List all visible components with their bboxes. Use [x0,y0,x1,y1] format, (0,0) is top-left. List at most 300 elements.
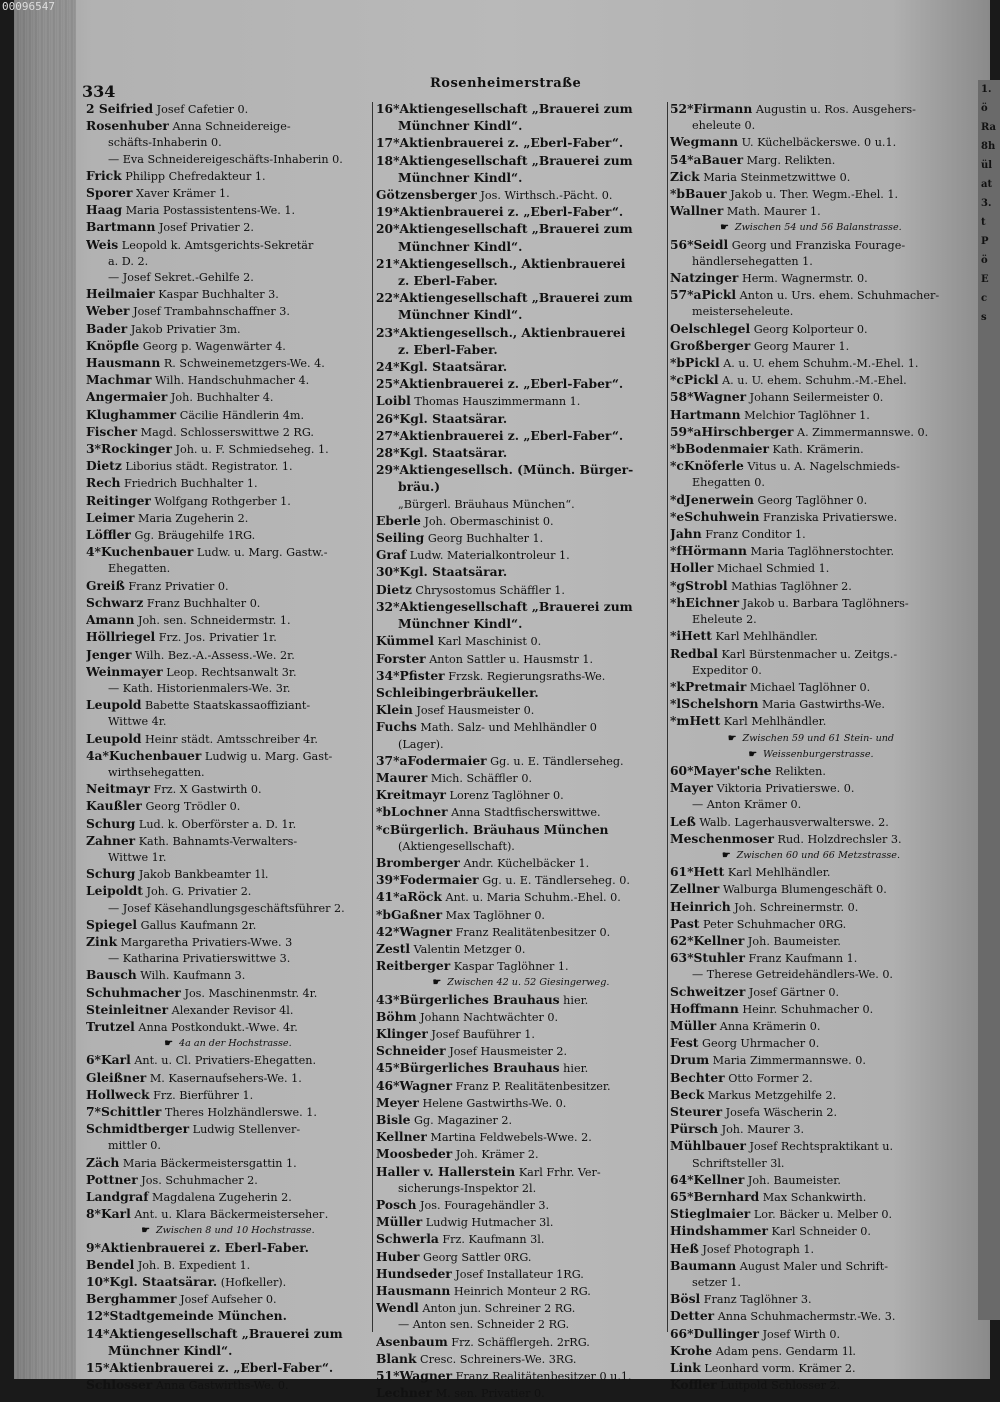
directory-entry [670,1138,952,1155]
strip-fragment: ö [981,103,988,114]
street-marker [670,220,952,236]
resident-name: Münchner Kindl“. [398,616,523,632]
entry-details: mittler 0. [108,1139,161,1153]
directory-entry [670,1001,952,1018]
directory-entry [670,424,952,441]
resident-name: 41*aRöck [376,889,442,905]
resident-name: 19*Aktienbrauerei z. „Eberl-Faber“. [376,204,624,220]
entry-details: hier. [559,993,589,1007]
resident-name: Münchner Kindl“. [398,238,523,254]
resident-name: 66*Dullinger [670,1325,760,1341]
entry-details: Maria Bäckermeistersgattin 1. [119,1156,297,1170]
directory-entry [376,1129,666,1146]
entry-details: Math. Salz- und Mehlhändler 0 [416,721,597,735]
resident-name: Fest [670,1035,699,1051]
entry-details: Cresc. Schreiners-We. 3RG. [416,1352,577,1366]
directory-entry [376,1060,666,1077]
directory-entry [376,1266,666,1283]
pointing-hand-icon: ☛ [141,1225,150,1237]
directory-entry [86,355,370,372]
entry-details: Georg Taglöhner 0. [753,493,868,507]
directory-entry [376,1249,666,1266]
resident-name: Schwerla [376,1231,439,1247]
directory-entry [670,1156,952,1172]
resident-name: Münchner Kindl“. [398,169,523,185]
resident-name: Großberger [670,337,751,353]
entry-details: Anna Krämerin 0. [716,1019,821,1033]
entry-details: Jakob Bankbeamter 1l. [135,868,269,882]
directory-entry [376,616,666,633]
directory-entry [86,883,370,900]
resident-name: Haag [86,202,123,218]
entry-details: 4a an der Hochstrasse. [178,1038,292,1050]
entry-details: Josef Aufseher 0. [176,1293,277,1307]
directory-entry [670,814,952,831]
resident-name: Wendl [376,1300,419,1316]
resident-name: Hollweck [86,1086,150,1102]
resident-name: *cKnöferle [670,458,744,474]
entry-details: — Josef Sekret.-Gehilfe 2. [108,271,254,285]
resident-name: Gleißner [86,1069,147,1085]
entry-details: Martina Feldwebels-Wwe. 2. [426,1131,592,1145]
entry-details: Leop. Rechtsanwalt 3r. [162,665,297,679]
entry-details: Karl Maschinist 0. [433,635,542,649]
directory-entry [86,647,370,664]
entry-details: Joh. sen. Schneidermstr. 1. [134,614,291,628]
entry-details: Josefa Wäscherin 2. [722,1105,838,1119]
directory-entry [376,376,666,393]
resident-name: Drum [670,1052,710,1068]
entry-details: Franz Privatier 0. [124,579,229,593]
resident-name: Natzinger [670,270,739,286]
entry-details: Josef Privatier 2. [155,221,254,235]
directory-entry [670,1241,952,1258]
entry-details: A. u. U. ehem. Schuhm.-M.-Ehel. [718,374,907,388]
directory-entry [86,1360,370,1377]
entry-details: Maria Taglöhnerstochter. [746,545,895,559]
entry-details: Chrysostomus Schäffler 1. [411,583,565,597]
resident-name: 29*Aktiengesellsch. (Münch. Bürger- [376,462,634,478]
resident-name: Mayer [670,780,714,796]
directory-entry [86,407,370,424]
directory-entry [670,663,952,679]
entry-details: Franz Kaufmann 1. [744,952,858,966]
entry-details: Georg p. Wagenwärter 4. [139,339,286,353]
resident-name: 28*Kgl. Staatsärar. [376,445,508,461]
directory-entry [86,389,370,406]
entry-details: Georg Uhrmacher 0. [698,1037,820,1051]
entry-details: Kath. Krämerin. [768,443,864,457]
street-marker [670,731,952,747]
resident-name: 45*Bürgerliches Brauhaus [376,1060,560,1076]
directory-entry [376,462,666,479]
resident-name: Forster [376,650,426,666]
entry-details: Maria Gastwirths-We. [758,698,885,712]
directory-entry [376,872,666,889]
directory-entry [376,599,666,616]
directory-entry [86,697,370,714]
entry-details: Joh. Maurer 3. [718,1123,805,1137]
column-3 [670,101,952,1394]
resident-name: 37*aFodermaier [376,752,487,768]
entry-details: Franz Realitätenbesitzer 0. [452,925,611,939]
directory-entry [376,1078,666,1095]
resident-name: 4a*Kuchenbauer [86,747,202,763]
resident-name: 51*Wagner [376,1368,453,1384]
entry-details: Kaspar Buchhalter 3. [154,288,279,302]
entry-details: Josef Installateur 1RG. [451,1267,584,1281]
directory-entry [376,547,666,564]
resident-name: Zick [670,168,700,184]
resident-name: 17*Aktienbrauerei z. „Eberl-Faber“. [376,135,624,151]
directory-entry [670,389,952,406]
directory-entry [86,917,370,934]
entry-details: Max Taglöhner 0. [442,908,545,922]
resident-name: Klughammer [86,406,177,422]
entry-details: Michael Schmied 1. [713,562,830,576]
resident-name: Loibl [376,393,411,409]
entry-details: Joh. G. Privatier 2. [142,885,252,899]
entry-details: Joh. Buchhalter 4. [167,391,274,405]
entry-details: Joh. Schreinermstr. 0. [730,900,859,914]
resident-name: Heilmaier [86,286,155,302]
strip-fragment: ül [981,160,993,171]
resident-name: Trutzel [86,1018,135,1034]
resident-name: Jahn [670,526,702,542]
entry-details: Ant. u. Klara Bäckermeistersehег. [130,1208,329,1222]
directory-entry [670,595,952,612]
directory-entry [670,763,952,780]
entry-details: — Anton sen. Schneider 2 RG. [398,1318,570,1332]
resident-name: Schurg [86,815,136,831]
resident-name: Weber [86,303,130,319]
directory-entry [670,1121,952,1138]
directory-entry [376,221,666,238]
directory-entry [376,855,666,872]
scan-id: 00096547 [2,0,55,13]
directory-entry [670,1308,952,1325]
entry-details: Math. Maurer 1. [723,205,821,219]
directory-entry [86,544,370,561]
entry-details: Maria Steinmetzwittwe 0. [699,170,851,184]
resident-name: Hindshammer [670,1223,768,1239]
resident-name: Frick [86,167,122,183]
entry-details: Joh. B. Expedient 1. [134,1258,251,1272]
directory-entry [376,668,666,685]
entry-details: Karl Mehlhändler. [711,630,818,644]
resident-name: Pottner [86,1171,138,1187]
resident-name: Müller [670,1017,717,1033]
resident-name: 4*Kuchenbauer [86,544,194,560]
resident-name: Hausmann [376,1283,451,1299]
entry-details: Mathias Taglöhner 2. [727,579,852,593]
resident-name: 16*Aktiengesellschaft „Brauerei zum [376,101,633,116]
resident-name: Wegmann [670,134,739,150]
entry-details: a. D. 2. [108,254,149,268]
entry-details: — Eva Schneidereigeschäfts-Inhaberin 0. [108,152,343,166]
entry-details: — Kath. Historienmalers-We. 3r. [108,681,291,695]
directory-entry [670,321,952,338]
resident-name: Zestl [376,940,411,956]
directory-entry [670,1087,952,1104]
directory-entry [376,804,666,821]
resident-name: 15*Aktienbrauerei z. „Eberl-Faber“. [86,1360,334,1376]
entry-details: Ant. u. Maria Schuhm.-Ehel. 0. [441,891,621,905]
resident-name: *iHett [670,628,712,644]
entry-details: Jos. Schuhmacher 2. [137,1173,258,1187]
directory-entry [376,1283,666,1300]
resident-name: Rech [86,475,121,491]
entry-details: Franziska Privatierswe. [759,510,898,524]
entry-details: — Katharina Privatierswittwe 3. [108,952,291,966]
entry-details: Georg Buchhalter 1. [424,532,544,546]
entry-details: Thomas Hauszimmermann 1. [410,395,581,409]
entry-details: Wilh. Handschuhmacher 4. [151,374,310,388]
resident-name: Kümmel [376,633,434,649]
entry-details: Gallus Kaufmann 2r. [137,918,257,932]
entry-details: Vitus u. A. Nagelschmieds- [743,460,900,474]
directory-entry [86,510,370,527]
entry-details: R. Schweinemetzgers-We. 4. [160,357,325,371]
resident-name: Link [670,1360,701,1376]
directory-entry [376,907,666,924]
directory-entry [670,287,952,304]
resident-name: Bausch [86,967,137,983]
entry-details: Babette Staatskassaoffiziant- [141,699,311,713]
resident-name: Fischer [86,423,138,439]
directory-entry [670,169,952,186]
directory-entry [376,256,666,273]
entry-details: Jos. Wirthsch.-Pächt. 0. [476,189,613,203]
entry-details: Wolfgang Rothgerber 1. [150,494,291,508]
directory-entry [86,270,370,286]
directory-entry [86,561,370,577]
directory-entry [86,714,370,730]
resident-name: Leß [670,813,696,829]
directory-entry [86,1121,370,1138]
entry-details: Josef Wirth 0. [759,1327,841,1341]
directory-entry [86,286,370,303]
resident-name: Schurg [86,866,136,882]
entry-details: Georg Kolporteur 0. [750,322,868,336]
resident-name: Böhm [376,1008,417,1024]
directory-entry [376,1095,666,1112]
directory-entry [86,629,370,646]
directory-entry [86,321,370,338]
directory-entry [670,372,952,389]
directory-entry [86,1138,370,1154]
resident-name: Schneider [376,1043,446,1059]
directory-entry [670,1223,952,1240]
resident-name: 25*Aktienbrauerei z. „Eberl-Faber“. [376,376,624,392]
entry-details: Josef Cafetier 0. [153,103,249,116]
entry-details: Leonhard vorm. Krämer 2. [700,1362,856,1376]
directory-entry [670,646,952,663]
column-2 [376,101,666,1402]
entry-details: Frz. Kaufmann 3l. [438,1233,545,1247]
entry-details: Magd. Schlosserswittwe 2 RG. [137,425,314,439]
directory-entry [670,441,952,458]
resident-name: 20*Aktiengesellschaft „Brauerei zum [376,221,633,237]
directory-entry [86,781,370,798]
resident-name: 9*Aktienbrauerei z. Eberl-Faber. [86,1239,309,1255]
strip-fragment: at [981,179,993,190]
resident-name: 24*Kgl. Staatsärar. [376,359,508,375]
directory-entry [376,564,666,581]
directory-entry [376,307,666,324]
entry-details: Rud. Holzdrechsler 3. [774,832,902,846]
entry-details: Ludwig Stellenver- [189,1123,301,1137]
entry-details: Maria Zimmermannswe. 0. [709,1054,866,1068]
directory-entry [670,1172,952,1189]
resident-name: Leupold [86,730,142,746]
directory-entry [376,393,666,410]
resident-name: Schwarz [86,594,144,610]
directory-entry [376,1164,666,1181]
resident-name: Bromberger [376,854,460,870]
resident-name: Pürsch [670,1121,719,1137]
directory-entry [670,407,952,424]
resident-name: *bPickl [670,355,720,371]
entry-details: Xaver Krämer 1. [132,187,230,201]
entry-details: meisterseheleute. [692,305,794,319]
entry-details: Gg. u. E. Tändlerseheg. [486,754,624,768]
entry-details: Wittwe 4r. [108,715,167,729]
directory-entry [376,1334,666,1351]
directory-entry [376,992,666,1009]
entry-details: Anna Gastwirths-We. 0. [152,1379,289,1393]
resident-name: 7*Schittler [86,1103,162,1119]
directory-entry [86,152,370,168]
directory-entry [86,202,370,219]
directory-entry [86,493,370,510]
resident-name: 2 Seifried [86,101,154,116]
directory-entry [376,1214,666,1231]
entry-details: Karl Bürstenmacher u. Zeitgs.- [717,647,898,661]
directory-entry [670,1052,952,1069]
resident-name: Schmidtberger [86,1121,190,1137]
resident-name: *hEichner [670,594,740,610]
directory-entry [670,696,952,713]
street-marker [670,747,952,763]
pointing-hand-icon: ☛ [727,732,737,744]
directory-entry [86,135,370,151]
entry-details: Ludwig u. Marg. Gast- [201,749,333,763]
entry-details: M. sen. Privatier 0. [432,1387,545,1401]
resident-name: 59*aHirschberger [670,423,794,439]
entry-details: Joh. Obermaschinist 0. [420,514,554,528]
resident-name: Amann [86,612,135,628]
entry-details: Melchior Taglöhner 1. [740,408,870,422]
directory-entry [86,303,370,320]
directory-entry [670,152,952,169]
resident-name: Zink [86,933,118,949]
directory-entry [376,239,666,256]
directory-entry [86,1019,370,1036]
directory-entry [376,1043,666,1060]
entry-details: Walburga Blumengeschäft 0. [719,883,887,897]
directory-entry [670,355,952,372]
resident-name: Klein [376,702,413,718]
entry-details: Josef Hausmeister 2. [445,1045,568,1059]
resident-name: Münchner Kindl“. [398,118,523,134]
resident-name: bräu.) [398,479,441,495]
entry-details: Franz Realitätenbesitzer 0 u.1. [452,1370,632,1384]
entry-details: Jakob u. Ther. Wegm.-Ehel. 1. [726,188,899,202]
entry-details: Wilh. Bez.-A.-Assess.-We. 2r. [131,648,295,662]
entry-details: Josef Gärtner 0. [745,985,840,999]
directory-entry [86,118,370,135]
directory-entry [376,135,666,152]
resident-name: Schuhmacher [86,984,181,1000]
entry-details: Andr. Küchelbäcker 1. [459,856,590,870]
entry-details: Karl Schneider 0. [768,1225,871,1239]
entry-details: Joh. u. F. Schmiedseheg. 1. [171,443,329,457]
resident-name: Eberle [376,512,421,528]
directory-entry [670,509,952,526]
entry-details: Jos. Maschinenmstr. 4r. [180,986,318,1000]
entry-details: Jakob u. Barbara Taglöhners- [739,596,909,610]
resident-name: Angermaier [86,389,168,405]
entry-details: Franz Buchhalter 0. [143,596,261,610]
resident-name: 42*Wagner [376,923,453,939]
directory-entry [670,1189,952,1206]
resident-name: 26*Kgl. Staatsärar. [376,410,508,426]
directory-entry [670,831,952,848]
strip-fragment: P [981,236,989,247]
resident-name: *bLochner [376,804,448,820]
resident-name: *bGaßner [376,906,443,922]
entry-details: Gg. u. E. Tändlerseheg. 0. [478,874,630,888]
entry-details: (Lager). [398,737,444,751]
entry-details: Herm. Wagnermstr. 0. [738,272,868,286]
entry-details: A. Zimmermannswe. 0. [793,425,929,439]
directory-entry [86,681,370,697]
directory-entry [670,338,952,355]
resident-name: 63*Stuhler [670,950,745,966]
resident-name: 57*aPickl [670,287,737,303]
directory-entry [670,475,952,491]
directory-entry [376,941,666,958]
directory-entry [376,822,666,839]
directory-entry [670,679,952,696]
resident-name: Seiling [376,530,425,546]
resident-name: Dietz [86,458,122,474]
entry-details: Magdalena Zugeherin 2. [148,1191,292,1204]
directory-entry [376,958,666,975]
entry-details: Walb. Lagerhausverwalterswe. 2. [695,815,889,829]
directory-entry [376,1197,666,1214]
entry-details: Luitpold Schlosser 2. [716,1379,841,1393]
directory-entry [670,1018,952,1035]
directory-entry [670,492,952,509]
strip-fragment: 3. [981,198,992,209]
entry-details: M. Kasernaufsehers-We. 1. [146,1071,302,1085]
directory-entry [376,924,666,941]
entry-details: Maria Zugeherin 2. [134,511,249,525]
resident-name: Oelschlegel [670,320,751,336]
resident-name: Krohe [670,1342,713,1358]
resident-name: Machmar [86,372,152,388]
directory-entry [376,889,666,906]
entry-details: Kath. Bahnamts-Verwalters- [135,834,298,848]
entry-details: Joh. Baumeister. [744,934,841,948]
entry-details: Schriftsteller 3l. [692,1156,785,1170]
resident-name: Blank [376,1350,417,1366]
directory-entry [670,118,952,134]
entry-details: (Aktiengesellschaft). [398,839,515,853]
entry-details: hier. [559,1062,589,1076]
